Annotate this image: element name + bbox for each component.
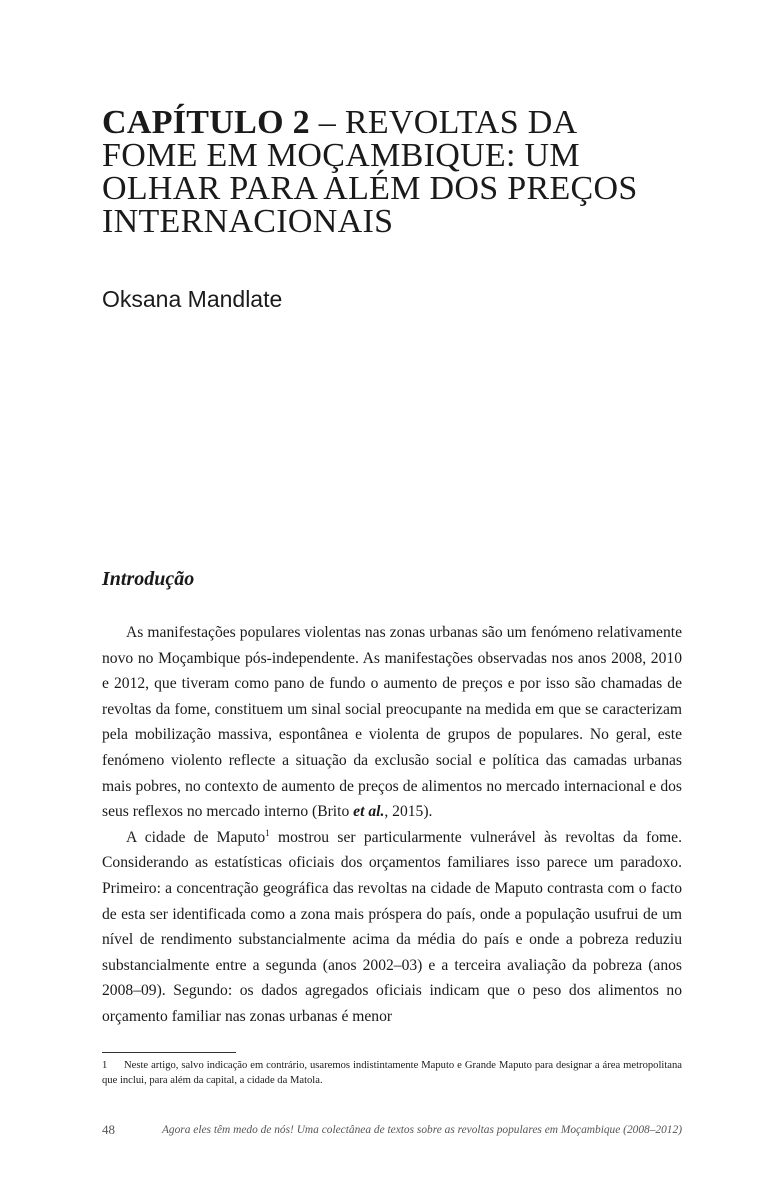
footnote-number: 1 — [102, 1060, 108, 1071]
paragraph — [102, 620, 682, 825]
section-heading: Introdução — [102, 568, 195, 590]
author-name: Oksana Mandlate — [102, 286, 283, 312]
chapter-title-text: – REVOLTAS DA FOME EM MOÇAMBIQUE: UM OLHAR PARA ALÉM DOS PREÇOS INTERNACIONAIS — [102, 104, 638, 240]
footnote — [102, 1058, 682, 1088]
chapter-title — [102, 106, 662, 238]
running-title: Agora eles têm medo de nós! Uma colectânea de textos sobre as revoltas populares em Moçambique (2008–2012) — [161, 1124, 682, 1136]
footnote-text: Neste artigo, salvo indicação em contrário, usaremos indistintamente Maputo e Grande Maputo para designar a área metropolitana que inclui, para além da capital, a cidade da Matola. — [102, 1060, 682, 1086]
paragraph-text: mostrou ser particularmente vulnerável às revoltas da fome. Considerando as estatísticas oficiais dos orçamentos familiares isso parece um paradoxo. Primeiro: a concentração geográfica das revoltas na cidade de Maputo contrasta com o facto de esta ser identificada como a zona mais próspera do país, onde a população usufrui de um nível de rendimento substancialmente acima da média do país e onde a pobreza reduziu substancialmente entre a segunda (anos 2002–03) e a terceira avaliação da pobreza (anos 2008–09). Segundo: os dados agregados oficiais indicam que o peso dos alimentos no orçamento familiar nas zonas urbanas é menor — [102, 828, 682, 1025]
paragraph-text: As manifestações populares violentas nas zonas urbanas são um fenómeno relativamente novo no Moçambique pós-independente. As manifestações observadas nos anos 2008, 2010 e 2012, que tiveram como pano de fundo o aumento de preços e por isso são chamadas de revoltas da fome, constituem um sinal social preocupante na medida em que se caracterizam pela mobilização massiva, espontânea e violenta de grupos de populares. No geral, este fenómeno violento reflecte a situação da exclusão social e política das camadas urbanas mais pobres, no contexto de aumento de preços de alimentos no mercado internacional e dos seus reflexos no mercado interno (Brito — [102, 624, 682, 821]
body-text — [102, 620, 682, 1030]
footnote-reference[interactable]: 1 — [265, 827, 270, 838]
paragraph — [102, 825, 682, 1030]
chapter-label: CAPÍTULO 2 — [102, 104, 310, 141]
page-number: 48 — [102, 1122, 115, 1137]
page-footer — [102, 1120, 682, 1140]
paragraph-lead: A cidade de Maputo — [126, 828, 266, 846]
citation-et-al: et al. — [353, 803, 385, 821]
footnote-divider — [102, 1052, 236, 1053]
citation-year: , 2015). — [384, 803, 433, 821]
